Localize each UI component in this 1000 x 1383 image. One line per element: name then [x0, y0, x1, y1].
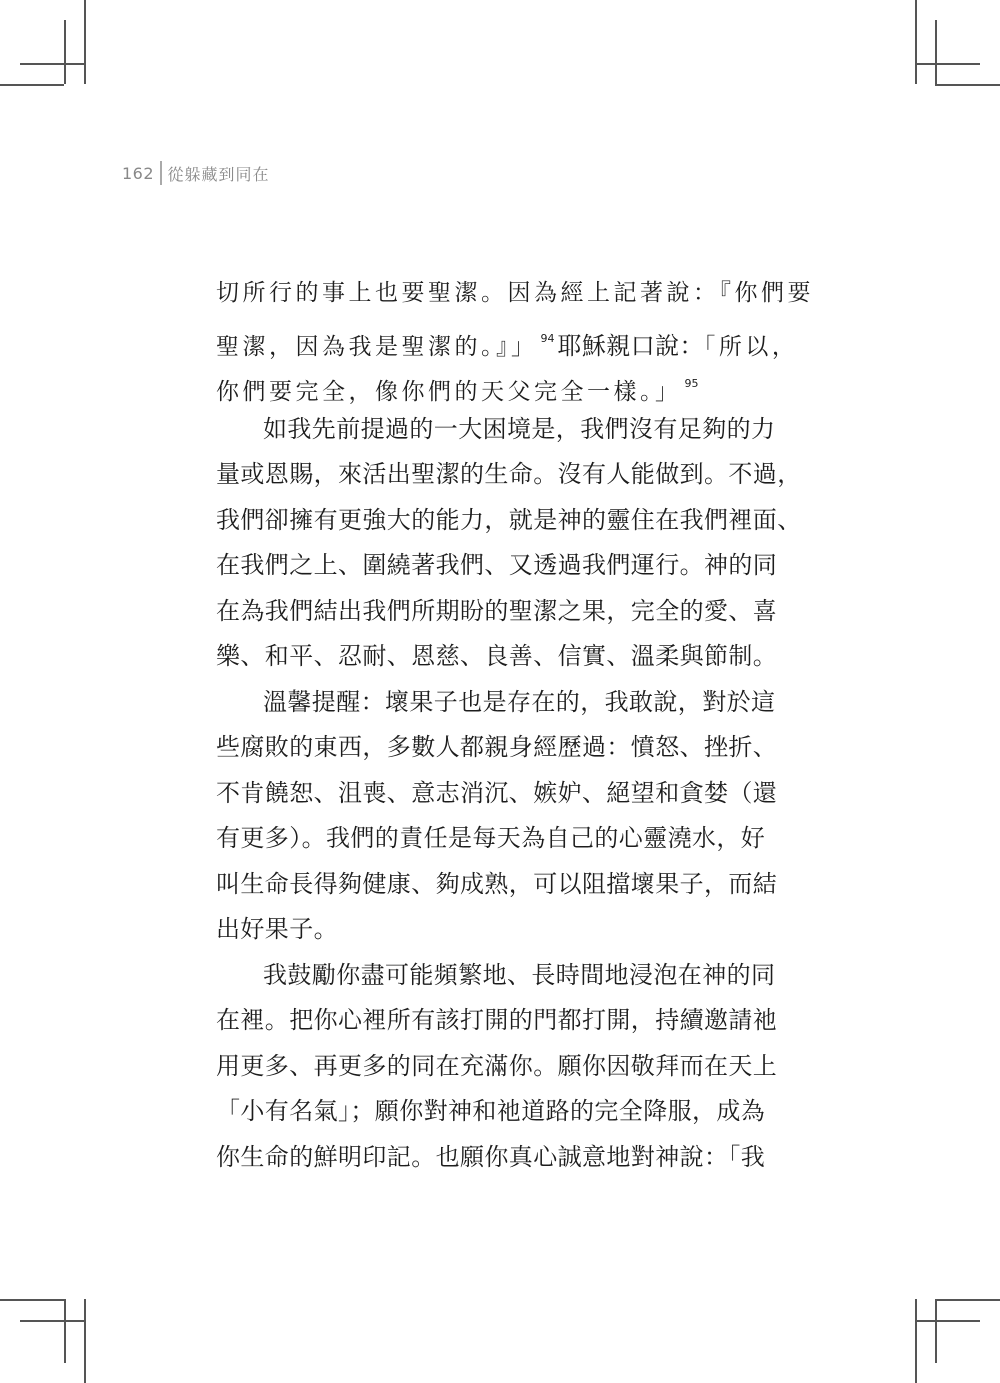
text-line: [216, 953, 788, 999]
text-line: [216, 862, 788, 908]
text-segment: 量或恩賜，來活出聖潔的生命。沒有人能做到。不過，: [216, 460, 802, 488]
footnote-ref: 94: [540, 331, 555, 345]
text-line: [216, 589, 788, 635]
text-segment: 你生命的鮮明印記。也願你真心誠意地對神說：「我: [216, 1142, 766, 1171]
text-line: [216, 998, 788, 1044]
text-segment: 在我們之上、圍繞著我們、又透過我們運行。神的同: [216, 551, 778, 579]
text-segment: 些腐敗的東西，多數人都親身經歷過：憤怒、挫折、: [216, 733, 778, 761]
body-text: [216, 270, 814, 1180]
text-segment: 我們卻擁有更強大的能力，就是神的靈住在我們裡面、: [216, 505, 802, 534]
text-segment: 在裡。把你心裡所有該打開的門都打開，持續邀請祂: [216, 1006, 778, 1034]
crop-mark-bottom-right-vertical: [915, 1299, 917, 1383]
crop-mark-bottom-left-vertical: [84, 1299, 86, 1383]
text-segment: 耶穌親口說：: [557, 331, 704, 360]
crop-mark-bottom-right-outer: [935, 1299, 1000, 1301]
crop-mark-top-left-inner: [64, 20, 66, 84]
crop-mark-top-right-horizontal: [915, 63, 980, 65]
text-line: [216, 1135, 788, 1181]
crop-mark-bottom-left-horizontal: [20, 1320, 84, 1322]
crop-mark-top-left-horizontal: [20, 63, 84, 65]
text-segment: 如我先前提過的一大困境是，我們沒有足夠的力: [263, 414, 776, 443]
text-segment: 在為我們結出我們所期盼的聖潔之果，完全的愛、喜: [216, 596, 778, 625]
footnote-ref: 95: [684, 377, 699, 390]
crop-mark-bottom-left-outer: [0, 1299, 64, 1301]
text-line: [216, 498, 802, 544]
text-segment: 「小有名氣」；願你對神和祂道路的完全降服，成為: [216, 1097, 766, 1125]
scripture-quote: 你們要完全，像你們的天父完全一樣。」: [216, 379, 682, 405]
text-segment: 有更多）。我們的責任是每天為自己的心靈澆水，好: [216, 824, 766, 852]
crop-mark-top-left-outer: [0, 84, 64, 86]
running-header: [122, 160, 270, 186]
text-segment: 叫生命長得夠健康、夠成熟，可以阻擋壞果子，而結: [216, 869, 778, 898]
page-number: 162: [122, 163, 155, 183]
text-segment: 不肯饒恕、沮喪、意志消沉、嫉妒、絕望和貪婪（還: [216, 778, 778, 807]
crop-mark-top-right-outer: [935, 84, 1000, 86]
text-line: [216, 816, 788, 862]
text-line: [216, 543, 788, 589]
text-line: [216, 725, 788, 771]
crop-mark-bottom-left-inner: [64, 1299, 66, 1363]
text-line: [216, 1044, 788, 1090]
text-line: [216, 452, 802, 498]
crop-mark-bottom-right-horizontal: [915, 1320, 980, 1322]
text-segment: 樂、和平、忍耐、恩慈、良善、信實、溫柔與節制。: [216, 642, 778, 670]
text-line: [216, 771, 788, 817]
text-line: [216, 270, 814, 316]
text-line: [216, 680, 788, 726]
crop-mark-bottom-right-inner: [935, 1299, 937, 1363]
text-segment: 溫馨提醒：壞果子也是存在的，我敢說，對於這: [263, 687, 776, 716]
text-line: [216, 407, 788, 453]
text-line: [216, 361, 788, 407]
scripture-quote: 聖潔，因為我是聖潔的。』」: [216, 333, 538, 360]
text-segment: 用更多、再更多的同在充滿你。願你因敬拜而在天上: [216, 1051, 778, 1080]
crop-mark-top-right-inner: [935, 20, 937, 84]
crop-mark-top-right-vertical: [915, 0, 917, 84]
text-line: [216, 1089, 788, 1135]
scripture-quote: 切所行的事上也要聖潔。因為經上記著說：『你們要: [216, 280, 814, 306]
text-line: [216, 907, 788, 953]
text-segment: 出好果子。: [216, 915, 338, 943]
header-separator: [160, 161, 162, 185]
text-segment: 我鼓勵你盡可能頻繁地、長時間地浸泡在神的同: [263, 960, 776, 989]
scripture-quote: 「所以，: [703, 333, 799, 360]
crop-mark-top-left-vertical: [84, 0, 86, 84]
text-line: [216, 316, 799, 362]
book-title: 從躲藏到同在: [167, 164, 270, 184]
text-line: [216, 634, 788, 680]
